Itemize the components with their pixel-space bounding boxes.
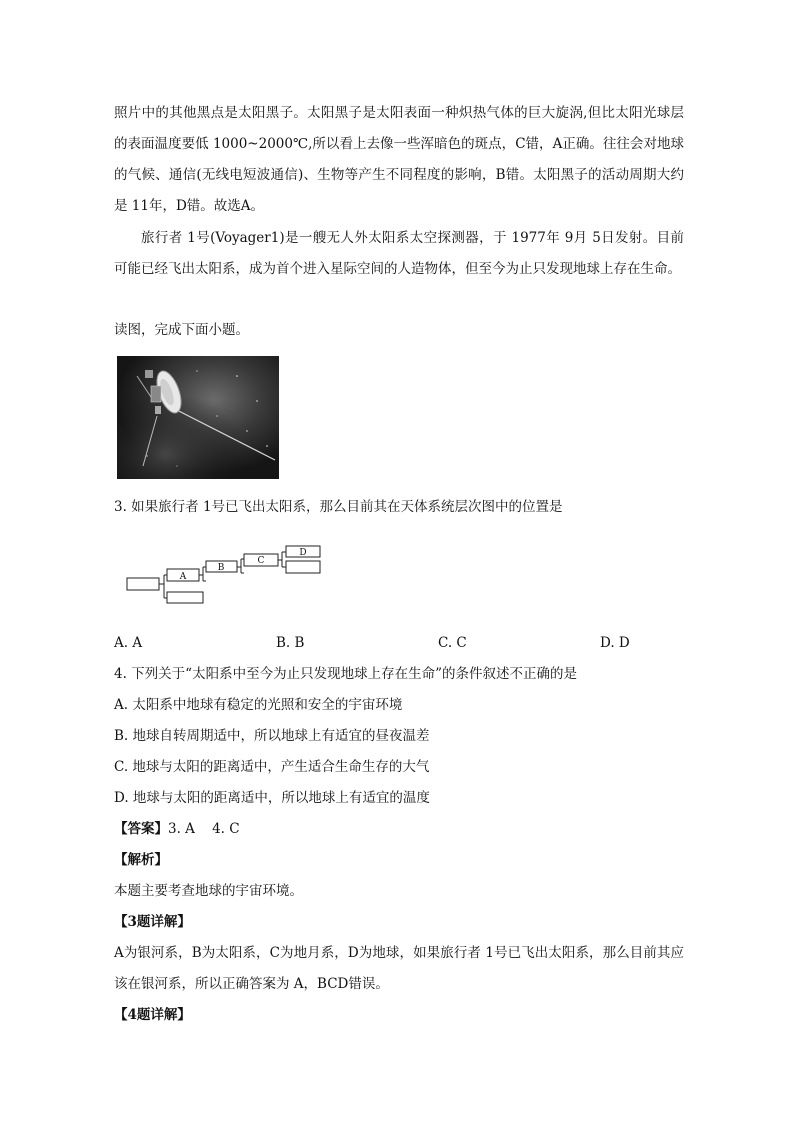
question-4-stem: 4. 下列关于“太阳系中至今为止只发现地球上存在生命”的条件叙述不正确的是 xyxy=(114,666,577,682)
answer-value: 3. A 4. C xyxy=(168,821,240,837)
label-b: B xyxy=(217,563,225,573)
q4-option-c: C. 地球与太阳的距离适中，产生适合生命生存的大气 xyxy=(114,759,430,775)
answer-line xyxy=(114,814,684,845)
q3-option-a: A. A xyxy=(114,635,143,651)
detail-4-label: 【4题详解】 xyxy=(114,1007,191,1023)
q3-option-d: D. D xyxy=(600,635,630,651)
q4-option-d: D. 地球与太阳的距离适中，所以地球上有适宜的温度 xyxy=(114,790,430,806)
label-c: C xyxy=(257,556,265,566)
analysis-text: 本题主要考查地球的宇宙环境。 xyxy=(114,883,303,899)
label-d: D xyxy=(299,548,307,558)
celestial-hierarchy-diagram xyxy=(120,540,340,610)
paragraph-sunspot-explanation: 照片中的其他黑点是太阳黑子。太阳黑子是太阳表面一种炽热气体的巨大旋涡,但比太阳光球层的表面温度要低 1000~2000℃,所以看上去像一些浑暗色的斑点，C错，A正确。往往会对地球的气候、通信(无线电短波通信)、生物等产生不同程度的影响，B错。太阳黑子的活动周期大约是 11年，D错。故选A。 xyxy=(114,105,684,214)
detail-3-text: A为银河系，B为太阳系，C为地月系，D为地球，如果旅行者 1号已飞出太阳系，那么目前其应该在银河系，所以正确答案为 A，BCD错误。 xyxy=(114,945,684,992)
label-a: A xyxy=(179,572,187,582)
paragraph-voyager-intro: 旅行者 1号(Voyager1)是一艘无人外太阳系太空探测器，于 1977年 9月 5日发射。目前可能已经飞出太阳系，成为首个进入星际空间的人造物体，但至今为止只发现地球上存在生命。 xyxy=(114,230,684,277)
q3-option-b: B. B xyxy=(276,635,305,651)
analysis-label: 【解析】 xyxy=(114,852,168,868)
q3-option-c: C. C xyxy=(438,635,467,651)
detail-3-label: 【3题详解】 xyxy=(114,914,191,930)
voyager-photo xyxy=(117,356,279,479)
voyager-probe-image xyxy=(117,356,279,479)
paragraph-read-figure: 读图，完成下面小题。 xyxy=(114,322,249,338)
question-3-stem: 3. 如果旅行者 1号已飞出太阳系，那么目前其在天体系统层次图中的位置是 xyxy=(114,499,563,515)
hierarchy-diagram-svg xyxy=(120,540,340,610)
answer-label: 【答案】 xyxy=(114,821,168,837)
q4-option-b: B. 地球自转周期适中，所以地球上有适宜的昼夜温差 xyxy=(114,728,430,744)
q4-option-a: A. 太阳系中地球有稳定的光照和安全的宇宙环境 xyxy=(114,697,403,713)
